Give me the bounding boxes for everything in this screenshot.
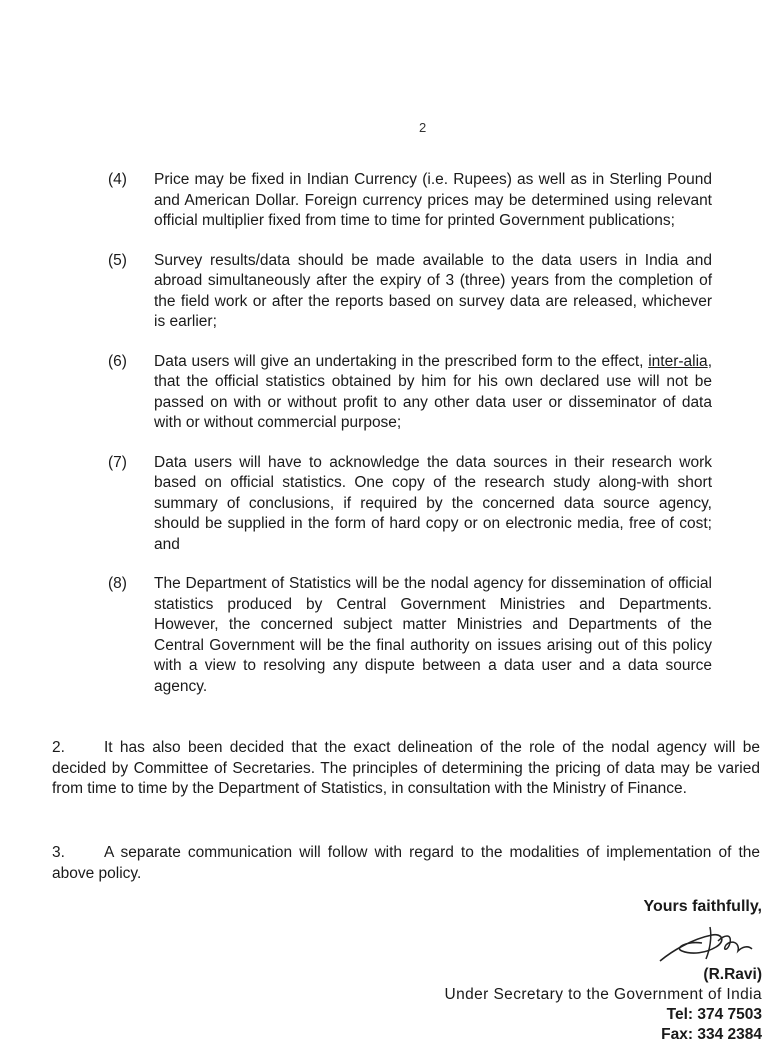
page-number: 2 <box>419 120 427 135</box>
clause-text-start: Data users will give an undertaking in the prescribed form to the effect, <box>154 352 644 370</box>
clause-text: Price may be fixed in Indian Currency (i.e. Rupees) as well as in Sterling Pound and American Dollar. Foreign currency prices may be determined using relevant official multiplier fixed from time to time for printed Government publications; <box>154 171 712 229</box>
signatory-designation: Under Secretary to the Government of India <box>444 986 762 1003</box>
signatory-name: (R.Ravi) <box>703 966 762 983</box>
fax-number: Fax: 334 2384 <box>661 1026 762 1043</box>
telephone-number: Tel: 374 7503 <box>666 1006 762 1023</box>
clause-5 <box>108 251 712 333</box>
clause-6 <box>108 352 712 434</box>
paragraph-number: 3. <box>52 844 65 861</box>
clause-8 <box>108 574 712 697</box>
paragraph-3 <box>52 843 760 884</box>
clause-text <box>154 352 712 434</box>
underlined-term: inter-alia <box>648 352 708 370</box>
clause-number: (4) <box>108 171 127 188</box>
clause-number: (6) <box>108 352 127 370</box>
clause-text: Data users will have to acknowledge the data sources in their research work based on official statistics. One copy of the research study along-with short summary of conclusions, if required by the concerned data source agency, should be supplied in the form of hard copy or on electronic media, free of cost; and <box>154 453 712 553</box>
paragraph-2 <box>52 738 760 800</box>
clause-text: Survey results/data should be made available to the data users in India and abroad simultaneously after the expiry of 3 (three) years from the completion of the field work or after the reports based on survey data are released, whichever is earlier; <box>154 251 712 330</box>
paragraph-text: A separate communication will follow with regard to the modalities of implementation of the above policy. <box>52 844 760 882</box>
handwritten-signature <box>652 921 762 969</box>
clause-text: The Department of Statistics will be the nodal agency for dissemination of official statistics produced by Central Government Ministries and Departments. However, the concerned subject matter Ministries and Departments of the Central Government will be the final authority on issues arising out of this policy with a view to resolving any dispute between a data user and a data source agency. <box>154 575 712 695</box>
clause-number: (5) <box>108 251 127 269</box>
clause-7 <box>108 453 712 556</box>
paragraph-number: 2. <box>52 739 65 756</box>
clause-text-end: , that the official statistics obtained by him for his own declared use will not be passed on with or without profit to any other data user or disseminator of data with or without commercial purpose; <box>154 352 712 431</box>
signature-block <box>362 897 762 1045</box>
clause-4 <box>108 170 712 232</box>
closing-salutation: Yours faithfully, <box>643 898 762 915</box>
paragraph-text: It has also been decided that the exact delineation of the role of the nodal agency will be decided by Committee of Secretaries. The principles of determining the pricing of data may be varied from time to time by the Department of Statistics, in consultation with the Ministry of Finance. <box>52 739 760 797</box>
policy-clauses <box>108 170 712 716</box>
clause-number: (7) <box>108 453 127 471</box>
clause-number: (8) <box>108 575 127 592</box>
